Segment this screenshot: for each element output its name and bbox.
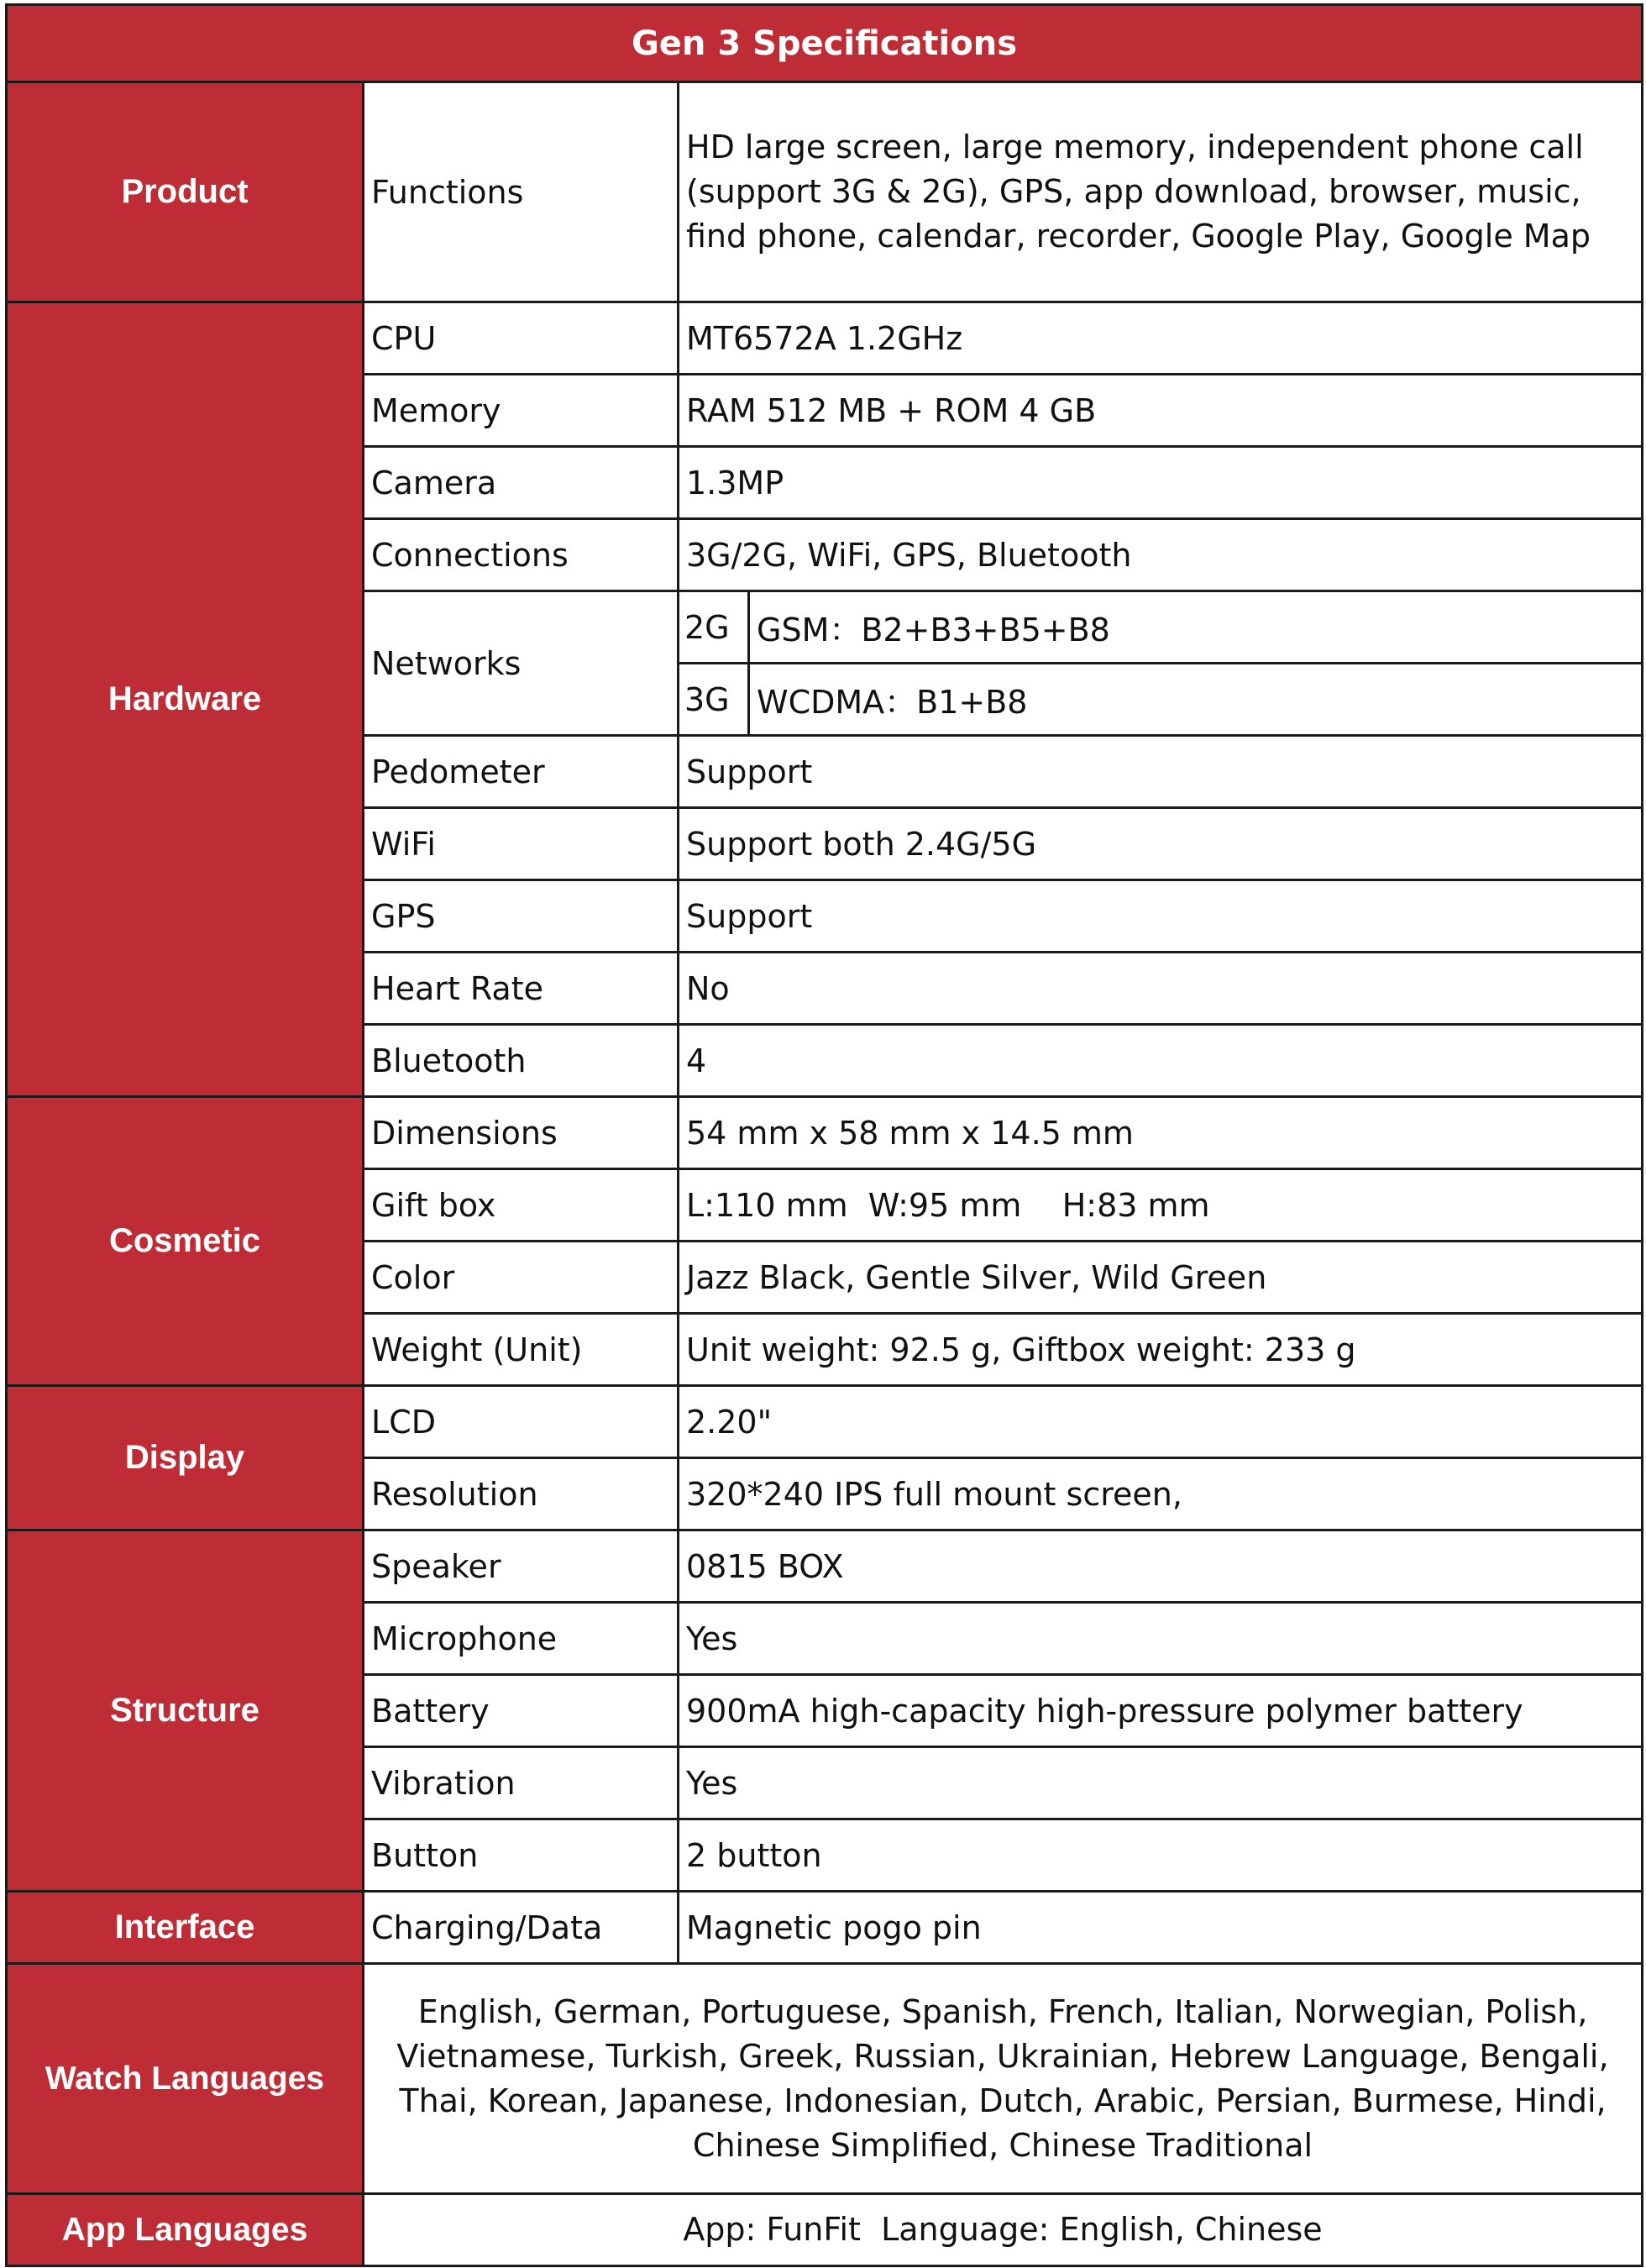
network-code: 2G [679,591,749,664]
row-value: Magnetic pogo pin [679,1892,1643,1964]
row-value: 900mA high-capacity high-pressure polymer battery [679,1675,1643,1747]
table-row [7,82,1643,302]
row-value: 2 button [679,1819,1643,1892]
row-label: Battery [364,1675,679,1747]
row-label: Memory [364,375,679,447]
row-label: GPS [364,880,679,953]
row-label: Gift box [364,1169,679,1242]
watch-languages-value: English, German, Portuguese, Spanish, French, Italian, Norwegian, Polish, Vietnamese, Turkish, Greek, Russian, Ukrainian, Hebrew Language, Bengali, Thai, Korean, Japanese, Indonesian, Dutch, Arabic, Persian, Burmese, Hindi, Chinese Simplified, Chinese Traditional [364,1964,1643,2194]
app-languages-value: App: FunFit Language: English, Chinese [364,2194,1643,2266]
row-value: 2.20" [679,1386,1643,1458]
table-row [7,302,1643,375]
row-label: Pedometer [364,736,679,808]
table-row [7,1097,1643,1169]
table-row [7,1386,1643,1458]
row-value: RAM 512 MB + ROM 4 GB [679,375,1643,447]
row-label: Microphone [364,1603,679,1675]
row-label: Vibration [364,1747,679,1819]
category-watch-languages: Watch Languages [7,1964,364,2194]
row-label: Functions [364,82,679,302]
row-value: Yes [679,1747,1643,1819]
row-label: Dimensions [364,1097,679,1169]
row-value: L:110 mm W:95 mm H:83 mm [679,1169,1643,1242]
row-value: Support both 2.4G/5G [679,808,1643,880]
table-title: Gen 3 Specifications [7,5,1643,82]
table-row [7,1892,1643,1964]
row-value: Jazz Black, Gentle Silver, Wild Green [679,1242,1643,1314]
row-label: Camera [364,447,679,519]
row-label: LCD [364,1386,679,1458]
row-value: MT6572A 1.2GHz [679,302,1643,375]
category-product: Product [7,82,364,302]
row-label: Resolution [364,1458,679,1530]
row-label: CPU [364,302,679,375]
category-cosmetic: Cosmetic [7,1097,364,1386]
table-row [7,2194,1643,2266]
category-structure: Structure [7,1530,364,1892]
table-row [7,1964,1643,2194]
row-value: No [679,953,1643,1025]
category-hardware: Hardware [7,302,364,1097]
category-interface: Interface [7,1892,364,1964]
row-label: Color [364,1242,679,1314]
row-value: 1.3MP [679,447,1643,519]
row-value: 3G/2G, WiFi, GPS, Bluetooth [679,519,1643,591]
row-value: Yes [679,1603,1643,1675]
row-label: Weight (Unit) [364,1314,679,1386]
row-value: 0815 BOX [679,1530,1643,1603]
network-bands: GSM：B2+B3+B5+B8 [749,591,1643,664]
row-label: Button [364,1819,679,1892]
row-label: WiFi [364,808,679,880]
network-code: 3G [679,664,749,736]
row-value: Support [679,736,1643,808]
row-value: Support [679,880,1643,953]
row-label: Connections [364,519,679,591]
row-label: Charging/Data [364,1892,679,1964]
spec-table [5,3,1643,2267]
row-value: HD large screen, large memory, independent phone call (support 3G & 2G), GPS, app download, browser, music, find phone, calendar, recorder, Google Play, Google Map [679,82,1643,302]
table-row [7,1530,1643,1603]
category-display: Display [7,1386,364,1530]
network-bands: WCDMA：B1+B8 [749,664,1643,736]
row-label: Heart Rate [364,953,679,1025]
row-label: Speaker [364,1530,679,1603]
row-value: 4 [679,1025,1643,1097]
row-value: 54 mm x 58 mm x 14.5 mm [679,1097,1643,1169]
row-label: Bluetooth [364,1025,679,1097]
row-value: 320*240 IPS full mount screen, [679,1458,1643,1530]
row-label-networks: Networks [364,591,679,736]
spec-sheet [5,3,1641,2261]
category-app-languages: App Languages [7,2194,364,2266]
row-value: Unit weight: 92.5 g, Giftbox weight: 233 g [679,1314,1643,1386]
